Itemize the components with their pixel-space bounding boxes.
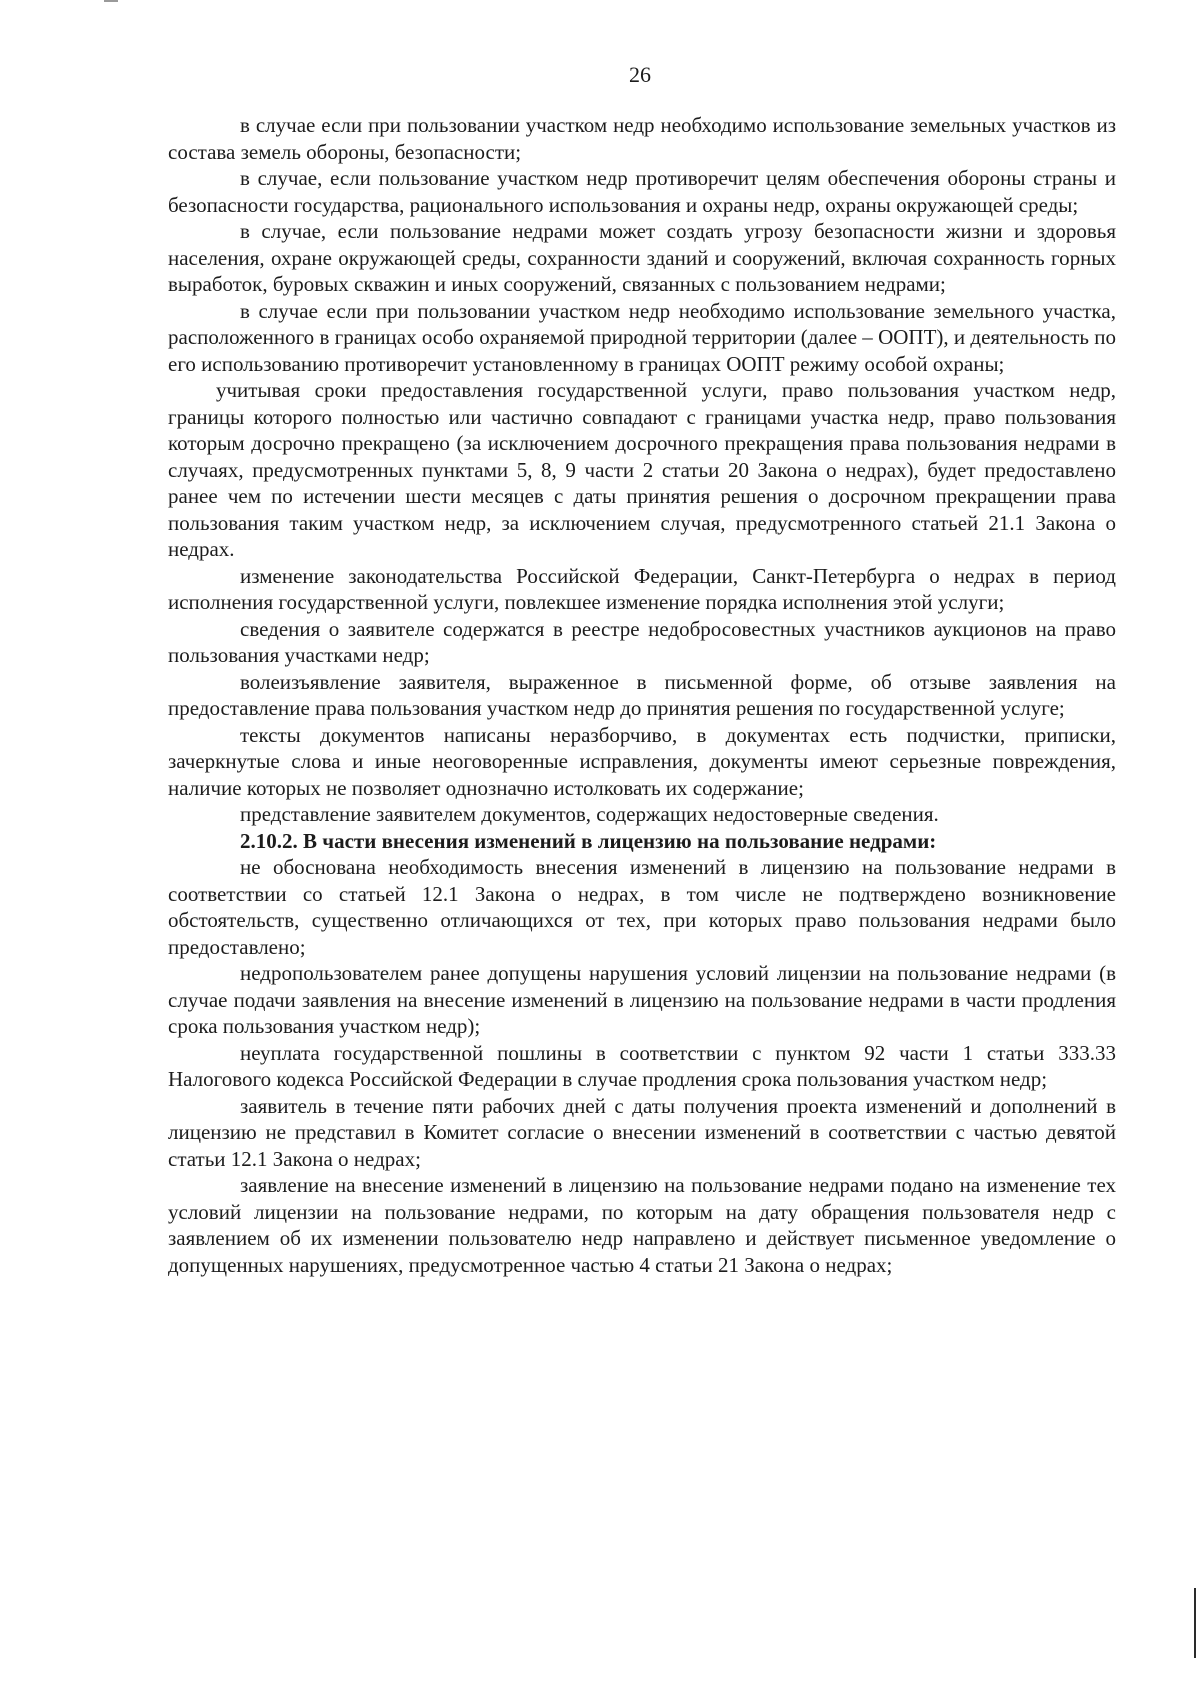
section-heading: 2.10.2. В части внесения изменений в лицензию на пользование недрами: [240,828,937,853]
paragraph-8: волеизъявление заявителя, выраженное в письменной форме, об отзыве заявления на предоставление права пользования участком недр до принятия решения по государственной услуге; [168,669,1116,720]
paragraph-12: недропользователем ранее допущены нарушения условий лицензии на пользование недрами (в случае подачи заявления на внесение изменений в лицензию на пользование недрами в части продления срока пользования участком недр); [168,961,1116,1038]
paragraph-3: в случае, если пользование недрами может создать угрозу безопасности жизни и здоровья населения, охране окружающей среды, сохранности зданий и сооружений, включая сохранность горных выработок, буровых скважин и иных сооружений, связанных с пользованием недрами; [168,219,1116,296]
paragraph-9: тексты документов написаны неразборчиво, в документах есть подчистки, приписки, зачеркнутые слова и иные неоговоренные исправления, документы имеют серьезные повреждения, наличие которых не позволяет однозначно истолковать их содержание; [168,722,1116,800]
page-number: 26 [629,62,651,87]
paragraph-5: учитывая сроки предоставления государственной услуги, право пользования участком недр, границы которого полностью или частично совпадают с границами участка недр, право пользования которым досрочно прекращено (за исключением досрочного прекращения права пользования недрами в случаях, предусмотренных пунктами 5, 8, 9 части 2 статьи 20 Закона о недрах), будет предоставлено ранее чем по истечении шести месяцев с даты принятия решения о досрочном прекращении права пользования таким участком недр, за исключением случая, предусмотренного статьей 21.1 Закона о недрах. [168,378,1116,561]
paragraph-13: неуплата государственной пошлины в соответствии с пунктом 92 части 1 статьи 333.33 Налогового кодекса Российской Федерации в случае продления срока пользования участком недр; [168,1040,1116,1091]
paragraph-4: в случае если при пользовании участком недр необходимо использование земельного участка, расположенного в границах особо охраняемой природной территории (далее – ООПТ), и деятельность по его использованию противоречит установленному в границах ООПТ режиму особой охраны; [168,298,1116,376]
margin-mark [1194,1588,1196,1658]
paragraph-10: представление заявителем документов, содержащих недостоверные сведения. [240,802,939,826]
paragraph-15: заявление на внесение изменений в лицензию на пользование недрами подано на изменение тех условий лицензии на пользование недрами, по которым на дату обращения пользователя недр с заявлением об их изменении пользователю недр направлено и действует письменное уведомление о допущенных нарушениях, предусмотренное частью 4 статьи 21 Закона о недрах; [168,1173,1116,1277]
paragraph-2: в случае, если пользование участком недр противоречит целям обеспечения обороны страны и безопасности государства, рационального использования и охраны недр, охраны окружающей среды; [168,166,1116,217]
paragraph-6: изменение законодательства Российской Федерации, Санкт-Петербурга о недрах в период исполнения государственной услуги, повлекшее изменение порядка исполнения этой услуги; [168,563,1116,614]
paragraph-1: в случае если при пользовании участком недр необходимо использование земельных участков из состава земель обороны, безопасности; [168,113,1116,164]
paragraph-7: сведения о заявителе содержатся в реестре недобросовестных участников аукционов на право пользования участками недр; [168,616,1116,667]
document-body [168,112,1116,1278]
scan-speck [104,0,118,2]
paragraph-11: не обоснована необходимость внесения изменений в лицензию на пользование недрами в соответствии со статьей 12.1 Закона о недрах, в том числе не подтверждено возникновение обстоятельств, существенно отличающихся от тех, при которых право пользования недрами было предоставлено; [168,855,1116,959]
paragraph-14: заявитель в течение пяти рабочих дней с даты получения проекта изменений и дополнений в лицензию не представил в Комитет согласие о внесении изменений в соответствии с частью девятой статьи 12.1 Закона о недрах; [168,1093,1116,1171]
